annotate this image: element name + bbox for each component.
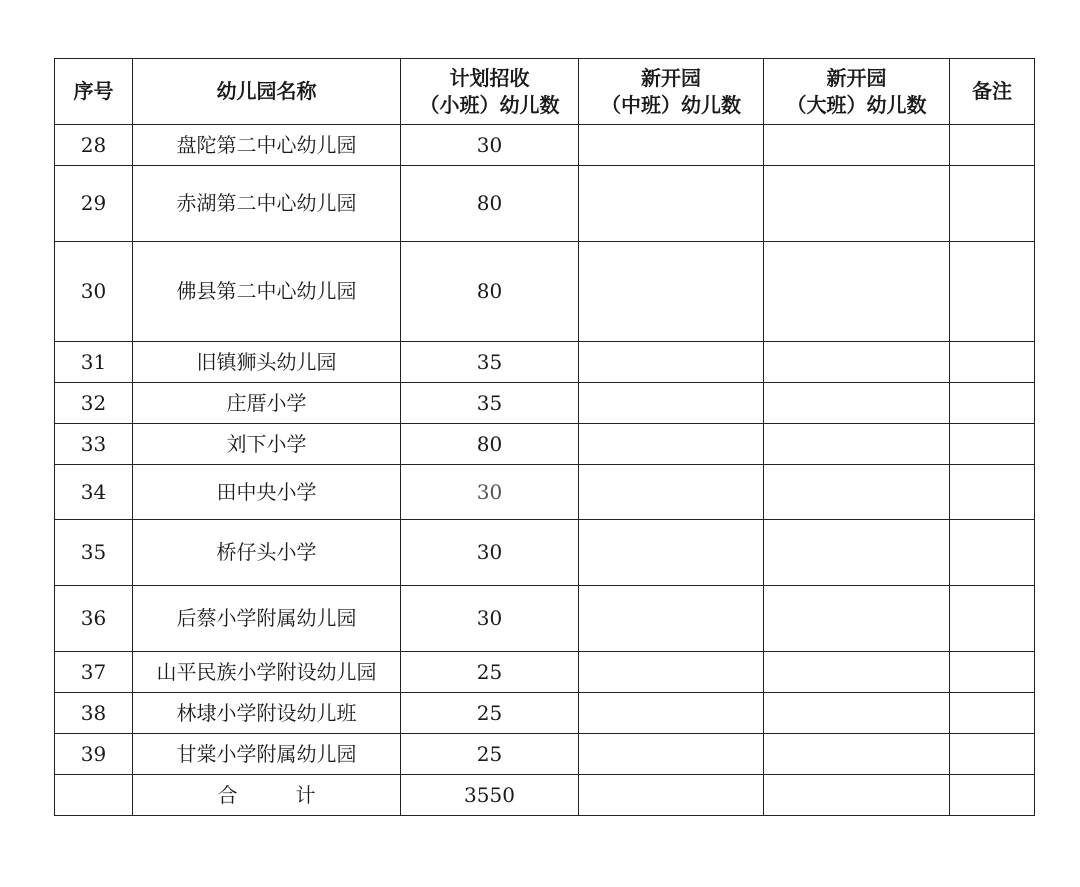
cell-remark	[950, 652, 1035, 693]
table-row	[55, 520, 1035, 586]
cell-name: 刘下小学	[133, 424, 401, 465]
table-row	[55, 125, 1035, 166]
cell-mid	[579, 693, 764, 734]
cell-mid	[579, 383, 764, 424]
enrollment-table	[54, 58, 1035, 816]
cell-mid	[579, 342, 764, 383]
cell-name: 林埭小学附设幼儿班	[133, 693, 401, 734]
header-name: 幼儿园名称	[133, 59, 401, 125]
total-label-part1: 合	[217, 782, 238, 807]
total-seq-cell	[55, 775, 133, 816]
table-row	[55, 242, 1035, 342]
cell-remark	[950, 734, 1035, 775]
cell-remark	[950, 465, 1035, 520]
cell-big	[764, 734, 950, 775]
cell-plan: 25	[401, 693, 579, 734]
table-row	[55, 166, 1035, 242]
table-row	[55, 693, 1035, 734]
total-label	[133, 775, 401, 816]
header-big	[764, 59, 950, 125]
cell-name: 盘陀第二中心幼儿园	[133, 125, 401, 166]
cell-big	[764, 342, 950, 383]
cell-seq: 38	[55, 693, 133, 734]
cell-plan: 30	[401, 465, 579, 520]
total-mid-cell	[579, 775, 764, 816]
cell-name: 旧镇狮头幼儿园	[133, 342, 401, 383]
header-mid-line1: 新开园	[641, 65, 701, 90]
cell-big	[764, 465, 950, 520]
cell-mid	[579, 652, 764, 693]
cell-big	[764, 586, 950, 652]
header-remark: 备注	[950, 59, 1035, 125]
cell-remark	[950, 166, 1035, 242]
cell-plan: 25	[401, 734, 579, 775]
cell-name: 佛县第二中心幼儿园	[133, 242, 401, 342]
cell-big	[764, 166, 950, 242]
header-plan	[401, 59, 579, 125]
header-mid-line2: （中班）幼儿数	[601, 92, 741, 117]
cell-mid	[579, 465, 764, 520]
cell-remark	[950, 424, 1035, 465]
cell-seq: 31	[55, 342, 133, 383]
cell-seq: 39	[55, 734, 133, 775]
cell-seq: 28	[55, 125, 133, 166]
cell-plan: 80	[401, 166, 579, 242]
header-mid	[579, 59, 764, 125]
cell-plan: 80	[401, 242, 579, 342]
cell-name: 山平民族小学附设幼儿园	[133, 652, 401, 693]
cell-name: 田中央小学	[133, 465, 401, 520]
cell-remark	[950, 342, 1035, 383]
total-plan: 3550	[401, 775, 579, 816]
cell-remark	[950, 242, 1035, 342]
cell-name: 赤湖第二中心幼儿园	[133, 166, 401, 242]
table-row	[55, 734, 1035, 775]
cell-plan: 30	[401, 520, 579, 586]
cell-seq: 37	[55, 652, 133, 693]
cell-remark	[950, 383, 1035, 424]
header-big-line1: 新开园	[826, 65, 887, 90]
cell-remark	[950, 693, 1035, 734]
cell-name: 庄厝小学	[133, 383, 401, 424]
cell-plan: 35	[401, 383, 579, 424]
table-row	[55, 424, 1035, 465]
table-row	[55, 652, 1035, 693]
table-row	[55, 383, 1035, 424]
cell-seq: 32	[55, 383, 133, 424]
cell-plan: 35	[401, 342, 579, 383]
cell-seq: 29	[55, 166, 133, 242]
header-seq: 序号	[55, 59, 133, 125]
cell-name: 后蔡小学附属幼儿园	[133, 586, 401, 652]
cell-big	[764, 383, 950, 424]
cell-remark	[950, 520, 1035, 586]
header-row	[55, 59, 1035, 125]
cell-big	[764, 424, 950, 465]
total-big-cell	[764, 775, 950, 816]
table-row	[55, 586, 1035, 652]
table-row	[55, 465, 1035, 520]
cell-big	[764, 652, 950, 693]
cell-plan: 80	[401, 424, 579, 465]
cell-mid	[579, 166, 764, 242]
cell-seq: 33	[55, 424, 133, 465]
header-plan-line2: （小班）幼儿数	[419, 92, 560, 117]
cell-mid	[579, 424, 764, 465]
total-row	[55, 775, 1035, 816]
cell-seq: 30	[55, 242, 133, 342]
cell-big	[764, 693, 950, 734]
cell-seq: 36	[55, 586, 133, 652]
cell-name: 桥仔头小学	[133, 520, 401, 586]
cell-plan: 30	[401, 586, 579, 652]
cell-plan: 30	[401, 125, 579, 166]
header-big-line2: （大班）幼儿数	[786, 92, 927, 117]
cell-seq: 35	[55, 520, 133, 586]
cell-seq: 34	[55, 465, 133, 520]
table-row	[55, 342, 1035, 383]
total-remark-cell	[950, 775, 1035, 816]
cell-big	[764, 242, 950, 342]
total-label-part2: 计	[295, 782, 316, 807]
cell-big	[764, 520, 950, 586]
header-plan-line1: 计划招收	[449, 65, 530, 90]
cell-mid	[579, 520, 764, 586]
cell-name: 甘棠小学附属幼儿园	[133, 734, 401, 775]
cell-mid	[579, 125, 764, 166]
cell-plan: 25	[401, 652, 579, 693]
cell-big	[764, 125, 950, 166]
cell-remark	[950, 586, 1035, 652]
cell-remark	[950, 125, 1035, 166]
cell-mid	[579, 242, 764, 342]
cell-mid	[579, 586, 764, 652]
cell-mid	[579, 734, 764, 775]
